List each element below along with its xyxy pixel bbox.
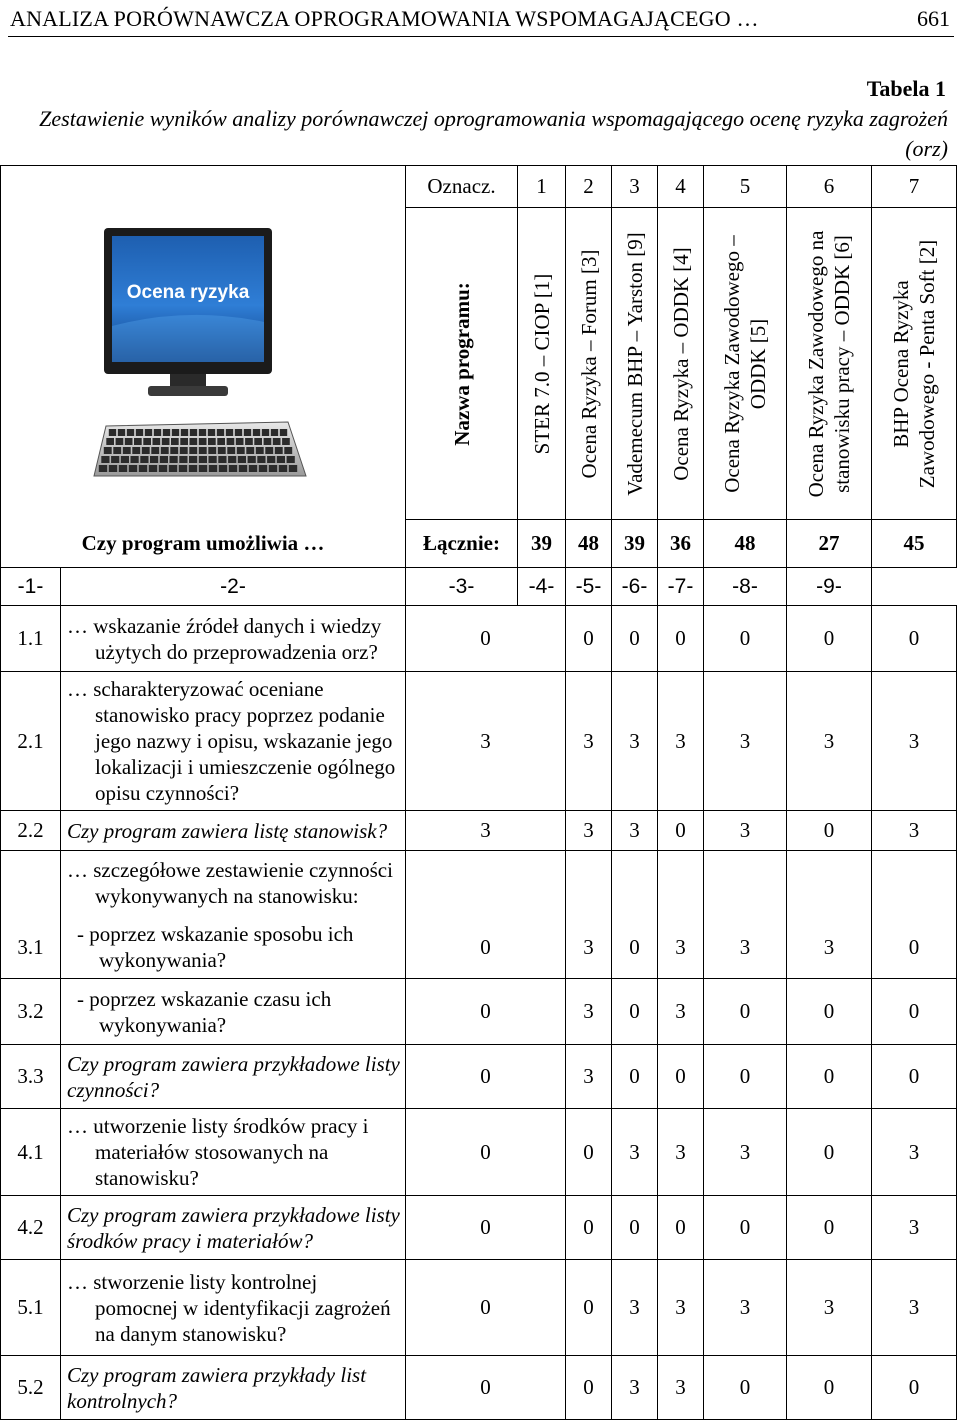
keyboard-key — [284, 447, 292, 454]
col-index: -5- — [566, 568, 612, 606]
row-value: 3 — [787, 672, 872, 811]
oznacz-label: Oznacz. — [406, 166, 518, 208]
keyboard-key — [282, 438, 290, 445]
table-row — [1, 979, 957, 1045]
table-row — [1, 1196, 957, 1260]
row-value: 0 — [872, 979, 957, 1045]
row-value: 3 — [612, 1356, 658, 1420]
table-row — [1, 851, 957, 979]
row-value: 3 — [787, 1260, 872, 1356]
table-row — [1, 1045, 957, 1109]
keyboard-key — [154, 429, 161, 436]
row-number: 2.2 — [1, 811, 61, 851]
keyboard-key — [199, 465, 207, 472]
row-value: 0 — [658, 1196, 704, 1260]
table-row — [1, 1109, 957, 1196]
row-number: 4.1 — [1, 1109, 61, 1196]
row-value: 0 — [787, 1109, 872, 1196]
keyboard-key — [269, 465, 277, 472]
total-value: 48 — [566, 520, 612, 568]
program-header — [704, 208, 787, 520]
program-header — [872, 208, 957, 520]
col-number: 1 — [518, 166, 566, 208]
col-number: 6 — [787, 166, 872, 208]
keyboard-key — [151, 447, 159, 454]
row-value: 0 — [704, 1196, 787, 1260]
row-value: 3 — [658, 1109, 704, 1196]
keyboard-key — [160, 456, 168, 463]
keyboard-key — [226, 429, 233, 436]
row-value: 0 — [787, 606, 872, 672]
row-value: 0 — [612, 979, 658, 1045]
row-number: 1.1 — [1, 606, 61, 672]
table-row — [1, 811, 957, 851]
row-value: 0 — [872, 606, 957, 672]
row-value: 0 — [566, 606, 612, 672]
row-value: 0 — [612, 1196, 658, 1260]
row-value: 3 — [872, 1196, 957, 1260]
keyboard-key — [219, 465, 227, 472]
program-header — [566, 208, 612, 520]
program-name: Zawodowego - Penta Soft [2] — [915, 239, 939, 488]
keyboard-key — [235, 429, 242, 436]
row-value: 3 — [406, 672, 566, 811]
program-header — [787, 208, 872, 520]
keyboard-key — [159, 465, 167, 472]
keyboard-key — [172, 429, 179, 436]
row-value: 3 — [612, 1109, 658, 1196]
keyboard-key — [118, 429, 125, 436]
keyboard-key — [236, 438, 244, 445]
row-value: 3 — [566, 1045, 612, 1109]
keyboard-key — [170, 447, 178, 454]
keyboard-key — [271, 429, 278, 436]
row-value: 3 — [704, 811, 787, 851]
keyboard-key — [153, 438, 161, 445]
keyboard-key — [139, 465, 147, 472]
program-header — [612, 208, 658, 520]
row-value: 3 — [872, 672, 957, 811]
keyboard-key — [109, 465, 117, 472]
row-value: 0 — [787, 1356, 872, 1420]
keyboard-key — [209, 456, 217, 463]
keyboard-key — [248, 456, 256, 463]
program-name: Vademecum BHP – Yarston [9] — [622, 231, 647, 496]
keyboard-key — [199, 438, 207, 445]
total-value: 48 — [704, 520, 787, 568]
czy-label: Czy program umożliwia … — [1, 520, 406, 568]
nazwa-label: Nazwa programu: — [449, 281, 474, 446]
total-value: 39 — [518, 520, 566, 568]
row-value: 0 — [406, 851, 566, 979]
keyboard-key — [199, 429, 206, 436]
keyboard-key — [181, 429, 188, 436]
keyboard-key — [249, 465, 257, 472]
row-value: 0 — [787, 979, 872, 1045]
row-value: 0 — [406, 979, 566, 1045]
keyboard-key — [171, 438, 179, 445]
row-value: 3 — [566, 672, 612, 811]
program-name: Ocena Ryzyka Zawodowego na — [804, 230, 828, 497]
keyboard-key — [104, 447, 112, 454]
row-value: 0 — [612, 1045, 658, 1109]
col-index: -8- — [704, 568, 787, 606]
keyboard-key — [227, 447, 235, 454]
row-question: … szczegółowe zestawienie czynności wykonywanych na stanowisku: - poprzez wskazanie sposobu ich wykonywania? — [61, 851, 406, 979]
program-name: Ocena Ryzyka – Forum [3] — [576, 249, 601, 478]
row-value: 0 — [787, 1045, 872, 1109]
table-row — [1, 606, 957, 672]
keyboard-key — [189, 456, 197, 463]
keyboard-key — [267, 456, 275, 463]
row-value: 0 — [872, 1045, 957, 1109]
row-value: 3 — [704, 1109, 787, 1196]
keyboard-key — [208, 438, 216, 445]
row-value: 0 — [704, 606, 787, 672]
keyboard-key — [161, 447, 169, 454]
row-number: 3.1 — [1, 851, 61, 979]
lacznie-label: Łącznie: — [406, 520, 518, 568]
monitor-neck — [170, 374, 206, 386]
keyboard-key — [127, 429, 134, 436]
keyboard-key — [132, 447, 140, 454]
program-name: BHP Ocena Ryzyka — [889, 279, 913, 448]
row-number: 3.3 — [1, 1045, 61, 1109]
keyboard-key — [150, 456, 158, 463]
col-number: 2 — [566, 166, 612, 208]
program-header — [518, 208, 566, 520]
row-value: 3 — [787, 851, 872, 979]
keyboard-key — [123, 447, 131, 454]
keyboard-key — [199, 456, 207, 463]
row-question: … scharakteryzować oceniane stanowisko pracy poprzez podanie jego nazwy i opisu, wskazanie jego lokalizacji i umieszczenie ogólnego opisu czynności? — [61, 672, 406, 811]
keyboard-key — [179, 456, 187, 463]
row-value: 3 — [406, 811, 566, 851]
keyboard-key — [121, 456, 129, 463]
row-value: 3 — [658, 979, 704, 1045]
row-value: 3 — [704, 851, 787, 979]
row-value: 0 — [406, 1196, 566, 1260]
keyboard-key — [180, 447, 188, 454]
keyboard-key — [217, 429, 224, 436]
keyboard-key — [125, 438, 133, 445]
keyboard-key — [259, 465, 267, 472]
row-value: 0 — [406, 1356, 566, 1420]
program-header — [658, 208, 704, 520]
keyboard-key — [189, 447, 197, 454]
keyboard-key — [253, 429, 260, 436]
row-value: 0 — [658, 1045, 704, 1109]
program-name: Ocena Ryzyka – ODDK [4] — [668, 246, 693, 481]
row-value: 3 — [704, 672, 787, 811]
keyboard-key — [170, 456, 178, 463]
row-value: 0 — [612, 606, 658, 672]
keyboard-key — [256, 447, 264, 454]
keyboard-key — [134, 438, 142, 445]
table-label: Tabela 1 — [866, 76, 946, 101]
computer-illustration — [92, 226, 322, 488]
row-question: … stworzenie listy kontrolnej pomocnej w identyfikacji zagrożeń na danym stanowisku? — [61, 1260, 406, 1356]
keyboard-key — [228, 456, 236, 463]
row-value: 0 — [658, 606, 704, 672]
keyboard-key — [142, 447, 150, 454]
col-index: -6- — [612, 568, 658, 606]
keyboard-key — [119, 465, 127, 472]
table-row — [1, 1356, 957, 1420]
row-question: Czy program zawiera przykłady list kontrolnych? — [61, 1356, 406, 1420]
keyboard-key — [111, 456, 119, 463]
keyboard-key — [275, 447, 283, 454]
row-value: 3 — [658, 1356, 704, 1420]
keyboard-key — [143, 438, 151, 445]
row-value: 0 — [872, 851, 957, 979]
keyboard-key — [145, 429, 152, 436]
keyboard-key — [179, 465, 187, 472]
keyboard-key — [109, 429, 116, 436]
keyboard-key — [208, 429, 215, 436]
keyboard-key — [190, 438, 198, 445]
row-value: 0 — [566, 1109, 612, 1196]
program-name: ODDK [5] — [746, 318, 770, 409]
keyboard-key — [131, 456, 139, 463]
keyboard-key — [140, 456, 148, 463]
keyboard-key — [113, 447, 121, 454]
keyboard-key — [245, 438, 253, 445]
col-index: -1- — [1, 568, 61, 606]
row-value: 0 — [566, 1356, 612, 1420]
row-question: Czy program zawiera listę stanowisk? — [61, 811, 406, 851]
keyboard-key — [217, 438, 225, 445]
row-value: 0 — [566, 1260, 612, 1356]
col-index: -4- — [518, 568, 566, 606]
program-name: stanowisku pracy – ODDK [6] — [830, 234, 854, 493]
row-number: 2.1 — [1, 672, 61, 811]
keyboard-key — [289, 465, 297, 472]
keyboard-key — [279, 465, 287, 472]
row-value: 0 — [787, 1196, 872, 1260]
keyboard-key — [180, 438, 188, 445]
keyboard-key — [208, 447, 216, 454]
keyboard-key — [280, 429, 287, 436]
row-value: 3 — [872, 811, 957, 851]
running-header — [8, 4, 954, 37]
row-value: 3 — [872, 1260, 957, 1356]
keyboard-key — [262, 429, 269, 436]
row-value: 0 — [406, 1109, 566, 1196]
keyboard-key — [209, 465, 217, 472]
row-question: … utworzenie listy środków pracy i materiałów stosowanych na stanowisku? — [61, 1109, 406, 1196]
page-number: 661 — [917, 6, 950, 31]
row-value: 3 — [566, 811, 612, 851]
table-caption: Zestawienie wyników analizy porównawczej oprogramowania wspomagającego ocenę ryzyka zagrożeń (orz) — [39, 106, 948, 161]
total-value: 36 — [658, 520, 704, 568]
keyboard-key — [218, 447, 226, 454]
row-value: 0 — [704, 1045, 787, 1109]
keyboard-key — [227, 438, 235, 445]
keyboard-key — [244, 429, 251, 436]
keyboard-key — [254, 438, 262, 445]
keyboard-key — [287, 456, 295, 463]
row-value: 3 — [872, 1109, 957, 1196]
keyboard-key — [106, 438, 114, 445]
row-value: 0 — [406, 606, 566, 672]
keyboard-key — [136, 429, 143, 436]
keyboard-key — [99, 465, 107, 472]
row-value: 3 — [704, 1260, 787, 1356]
col-index: -7- — [658, 568, 704, 606]
keyboard-key — [264, 438, 272, 445]
row-value: 0 — [787, 811, 872, 851]
keyboard-key — [238, 456, 246, 463]
row-question: Czy program zawiera przykładowe listy środków pracy i materiałów? — [61, 1196, 406, 1260]
keyboard-key — [273, 438, 281, 445]
program-name: STER 7.0 – CIOP [1] — [529, 273, 554, 454]
keyboard-key — [199, 447, 207, 454]
row-value: 0 — [658, 811, 704, 851]
keyboard-key — [257, 456, 265, 463]
keyboard-key — [162, 438, 170, 445]
row-value: 0 — [872, 1356, 957, 1420]
keyboard-key — [277, 456, 285, 463]
col-index: -3- — [406, 568, 518, 606]
total-value: 39 — [612, 520, 658, 568]
row-value: 3 — [658, 1260, 704, 1356]
row-value: 0 — [704, 979, 787, 1045]
col-index: -2- — [61, 568, 406, 606]
row-number: 5.2 — [1, 1356, 61, 1420]
row-value: 0 — [704, 1356, 787, 1420]
row-number: 3.2 — [1, 979, 61, 1045]
keyboard-key — [149, 465, 157, 472]
row-value: 3 — [612, 811, 658, 851]
table-row — [1, 672, 957, 811]
keyboard-key — [189, 465, 197, 472]
row-number: 4.2 — [1, 1196, 61, 1260]
col-number: 7 — [872, 166, 957, 208]
total-value: 27 — [787, 520, 872, 568]
keyboard-key — [190, 429, 197, 436]
row-value: 0 — [612, 851, 658, 979]
row-number: 5.1 — [1, 1260, 61, 1356]
table-row — [1, 1260, 957, 1356]
row-value: 3 — [612, 672, 658, 811]
row-value: 3 — [658, 672, 704, 811]
col-number: 5 — [704, 166, 787, 208]
keyboard-key — [218, 456, 226, 463]
keyboard-key — [101, 456, 109, 463]
row-value: 0 — [406, 1045, 566, 1109]
row-value: 3 — [566, 979, 612, 1045]
keyboard-key — [239, 465, 247, 472]
keyboard-key — [129, 465, 137, 472]
row-question: - poprzez wskazanie czasu ich wykonywania? — [61, 979, 406, 1045]
running-title: ANALIZA PORÓWNAWCZA OPROGRAMOWANIA WSPOMAGAJĄCEGO … — [10, 6, 759, 31]
row-question: … wskazanie źródeł danych i wiedzy użytych do przeprowadzenia orz? — [61, 606, 406, 672]
screen-text: Ocena ryzyka — [126, 282, 250, 303]
col-number: 3 — [612, 166, 658, 208]
program-name: Ocena Ryzyka Zawodowego – — [720, 234, 744, 493]
keyboard-key — [169, 465, 177, 472]
nazwa-header — [406, 208, 518, 520]
total-value: 45 — [872, 520, 957, 568]
row-value: 3 — [658, 851, 704, 979]
keyboard-key — [237, 447, 245, 454]
keyboard-key — [163, 429, 170, 436]
col-index: -9- — [787, 568, 872, 606]
row-question: Czy program zawiera przykładowe listy czynności? — [61, 1045, 406, 1109]
keyboard-key — [229, 465, 237, 472]
row-value: 0 — [566, 1196, 612, 1260]
row-value: 0 — [406, 1260, 566, 1356]
row-value: 3 — [566, 851, 612, 979]
keyboard-key — [265, 447, 273, 454]
col-number: 4 — [658, 166, 704, 208]
row-value: 3 — [612, 1260, 658, 1356]
keyboard-key — [116, 438, 124, 445]
monitor-base — [148, 386, 228, 396]
keyboard-key — [246, 447, 254, 454]
